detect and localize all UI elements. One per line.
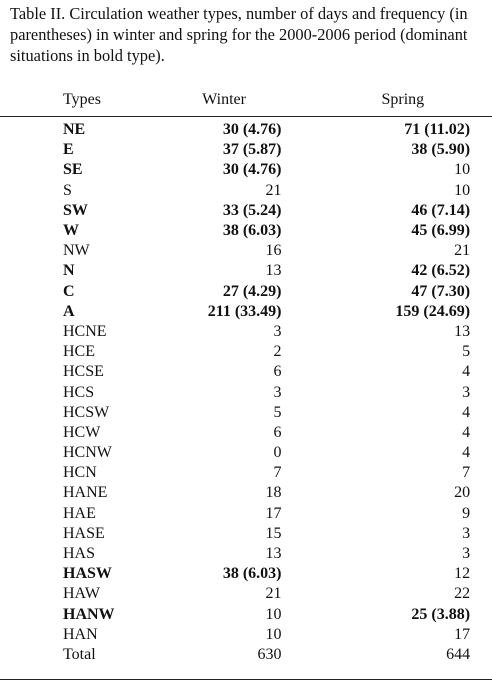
cell-winter: 10 (265, 625, 282, 643)
cell-spring: 4 (462, 363, 471, 381)
column-spacer (470, 86, 492, 114)
cell-winter: 6 (273, 363, 282, 381)
cell-type: HAE (63, 504, 96, 522)
column-spacer (470, 362, 492, 382)
cell-winter: 7 (273, 464, 282, 482)
cell-spring: 42 (6.52) (411, 262, 471, 280)
cell-winter: 38 (6.03) (222, 565, 282, 583)
cell-spring: 12 (454, 565, 471, 583)
cell-type: W (63, 222, 79, 240)
cell-winter: 3 (273, 383, 282, 401)
cell-spring: 20 (454, 484, 471, 502)
cell-type: HCN (63, 464, 97, 482)
cell-winter: 38 (6.03) (222, 222, 282, 240)
column-spacer (470, 160, 492, 180)
cell-type: S (63, 181, 72, 199)
column-spacer (470, 645, 492, 665)
cell-spring: 10 (454, 181, 471, 199)
cell-spring: 3 (462, 545, 471, 563)
cell-type: NW (63, 242, 90, 260)
table-row (0, 544, 492, 564)
cell-type: HAS (63, 545, 96, 563)
cell-spring: 3 (462, 524, 471, 542)
column-spacer (470, 342, 492, 362)
circulation-weather-types-table (0, 86, 492, 665)
table-row (0, 261, 492, 281)
cell-type: HCNW (63, 444, 112, 462)
column-spacer (470, 544, 492, 564)
table-row (0, 382, 492, 402)
cell-winter: 10 (265, 605, 282, 623)
column-spacer (470, 463, 492, 483)
cell-winter: 21 (265, 585, 282, 603)
table-row (0, 241, 492, 261)
table-row (0, 403, 492, 423)
table-row (0, 114, 492, 140)
table-row (0, 322, 492, 342)
cell-spring: 3 (462, 383, 471, 401)
cell-type: HCW (63, 423, 101, 441)
table-row (0, 584, 492, 604)
table-header-row (0, 86, 492, 114)
column-spacer (470, 564, 492, 584)
cell-type: HCE (63, 343, 95, 361)
table-caption: Table II. Circulation weather types, number of days and frequency (in parentheses) in winter and spring for the 2000-2006 period (dominant situations in bold type). (10, 4, 468, 65)
table-row (0, 302, 492, 322)
cell-spring: 46 (7.14) (411, 201, 471, 219)
column-spacer (470, 504, 492, 524)
cell-type: HCSE (63, 363, 104, 381)
table-row (0, 443, 492, 463)
cell-winter: 5 (273, 403, 282, 421)
column-spacer (470, 382, 492, 402)
cell-winter: 16 (265, 242, 282, 260)
cell-spring: 21 (454, 242, 471, 260)
table-row (0, 201, 492, 221)
table-row (0, 221, 492, 241)
cell-type: SW (63, 201, 88, 219)
cell-winter: 18 (265, 484, 282, 502)
cell-type: HCNE (63, 322, 107, 340)
cell-winter: 37 (5.87) (222, 141, 282, 159)
cell-winter: 27 (4.29) (222, 282, 282, 300)
cell-winter: 17 (265, 504, 282, 522)
table-row (0, 342, 492, 362)
column-spacer (470, 221, 492, 241)
column-spacer (470, 140, 492, 160)
cell-spring: 4 (462, 444, 471, 462)
column-spacer (470, 181, 492, 201)
cell-winter: 30 (4.76) (222, 161, 282, 179)
cell-spring: 25 (3.88) (411, 605, 471, 623)
column-spacer (470, 443, 492, 463)
column-header-winter: Winter (202, 91, 246, 108)
table-row (0, 181, 492, 201)
cell-winter: 2 (273, 343, 282, 361)
cell-spring: 5 (462, 343, 471, 361)
cell-type: HANW (63, 605, 115, 623)
cell-type: HANE (63, 484, 108, 502)
cell-spring: 159 (24.69) (395, 302, 471, 320)
cell-spring: 4 (462, 403, 471, 421)
cell-winter: 630 (257, 645, 282, 663)
cell-winter: 21 (265, 181, 282, 199)
cell-spring: 10 (454, 161, 471, 179)
cell-type: E (63, 141, 74, 159)
table-row (0, 645, 492, 665)
table-body (0, 114, 492, 665)
cell-spring: 4 (462, 423, 471, 441)
cell-winter: 13 (265, 545, 282, 563)
table-row (0, 504, 492, 524)
cell-type: HAN (63, 625, 98, 643)
cell-spring: 17 (454, 625, 471, 643)
table-row (0, 605, 492, 625)
column-spacer (470, 584, 492, 604)
cell-winter: 33 (5.24) (222, 201, 282, 219)
cell-spring: 644 (446, 645, 471, 663)
table-row (0, 524, 492, 544)
cell-spring: 9 (462, 504, 471, 522)
table-row (0, 625, 492, 645)
cell-winter: 211 (33.49) (207, 302, 282, 320)
cell-spring: 71 (11.02) (404, 121, 471, 139)
cell-spring: 7 (462, 464, 471, 482)
cell-winter: 0 (273, 444, 282, 462)
cell-winter: 13 (265, 262, 282, 280)
table-row (0, 362, 492, 382)
column-header-types: Types (63, 91, 101, 108)
cell-type: A (63, 302, 75, 320)
table-row (0, 423, 492, 443)
column-spacer (470, 282, 492, 302)
table-row (0, 282, 492, 302)
cell-winter: 30 (4.76) (222, 121, 282, 139)
column-spacer (470, 483, 492, 503)
column-spacer (470, 241, 492, 261)
cell-spring: 45 (6.99) (411, 222, 471, 240)
column-spacer (470, 524, 492, 544)
table-row (0, 160, 492, 180)
column-header-spring: Spring (381, 91, 425, 108)
table-bottom-rule (0, 679, 492, 680)
column-spacer (470, 114, 492, 140)
cell-type: Total (63, 645, 96, 663)
cell-type: N (63, 262, 75, 280)
cell-type: HASE (63, 524, 105, 542)
cell-winter: 6 (273, 423, 282, 441)
cell-type: HASW (63, 565, 112, 583)
cell-spring: 47 (7.30) (411, 282, 471, 300)
cell-type: SE (63, 161, 83, 179)
column-spacer (470, 625, 492, 645)
table-row (0, 564, 492, 584)
cell-spring: 13 (454, 322, 471, 340)
column-spacer (470, 302, 492, 322)
cell-type: HAW (63, 585, 100, 603)
cell-spring: 22 (454, 585, 471, 603)
cell-type: NE (63, 121, 86, 139)
column-spacer (470, 423, 492, 443)
cell-winter: 3 (273, 322, 282, 340)
column-spacer (470, 605, 492, 625)
column-spacer (470, 261, 492, 281)
cell-type: HCSW (63, 403, 110, 421)
table-row (0, 463, 492, 483)
cell-type: C (63, 282, 75, 300)
table-row (0, 140, 492, 160)
cell-type: HCS (63, 383, 95, 401)
cell-spring: 38 (5.90) (411, 141, 471, 159)
column-spacer (470, 403, 492, 423)
column-spacer (470, 322, 492, 342)
table-row (0, 483, 492, 503)
column-spacer (470, 201, 492, 221)
cell-winter: 15 (265, 524, 282, 542)
